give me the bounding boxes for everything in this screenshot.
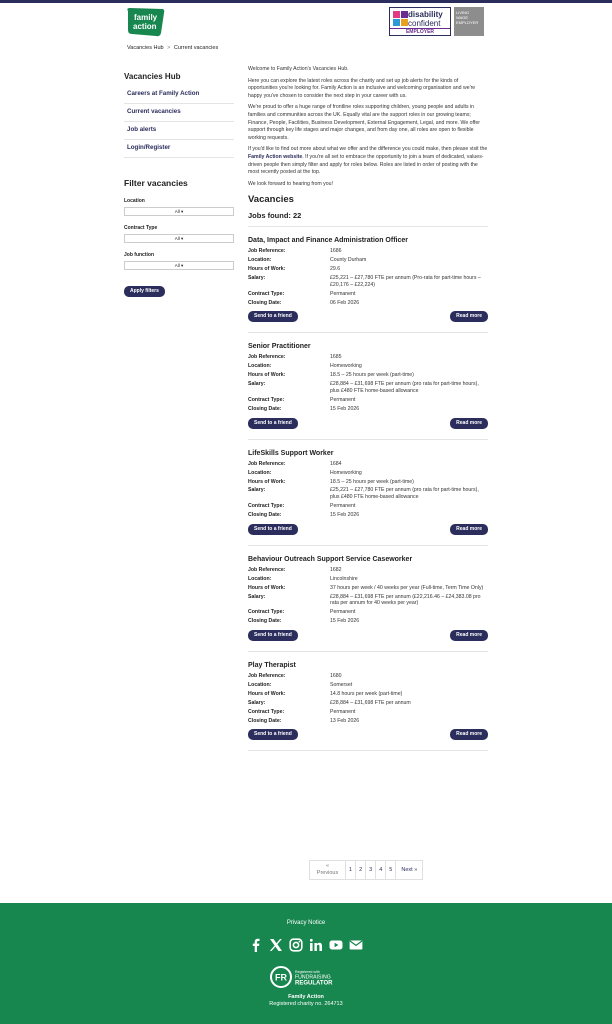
contract-type-select[interactable]	[124, 234, 234, 243]
job-title[interactable]: LifeSkills Support Worker	[248, 449, 334, 457]
job-list	[248, 237, 488, 751]
job-location-row	[248, 257, 488, 264]
prev-arrow-icon: «	[325, 863, 330, 869]
job-hours-value: 14.8 hours per week (part-time)	[330, 690, 403, 697]
footer	[0, 903, 612, 1024]
job-hours-value: 18.5 – 25 hours per week (part-time)	[330, 478, 414, 485]
badge-square-blue	[393, 19, 400, 26]
job-location-value: Lincolnshire	[330, 575, 358, 582]
job-closing-date-label: Closing Date:	[248, 512, 282, 519]
disability-confident-badge	[389, 7, 451, 36]
contract-select-value: All	[174, 236, 180, 241]
job-reference-row	[248, 461, 488, 468]
apply-filters-button[interactable]: Apply filters	[124, 286, 165, 297]
send-to-friend-button[interactable]: Send to a friend	[248, 311, 298, 322]
job-salary-value: £28,884 – £31,698 FTE per annum	[330, 699, 411, 706]
job-salary-value: £25,221 – £27,780 FTE per annum (pro rata for part-time hours), plus £480 FTE home-based allowance	[330, 487, 479, 501]
location-select-value: All	[174, 209, 180, 214]
send-to-friend-button[interactable]: Send to a friend	[248, 630, 298, 641]
job-reference-value: 1686	[330, 248, 342, 255]
job-reference-row	[248, 567, 488, 574]
job-closing-date-value: 06 Feb 2026	[330, 299, 360, 306]
intro-closing: We look forward to hearing from you!	[248, 180, 333, 187]
jobs-found-count: Jobs found: 22	[248, 211, 488, 227]
breadcrumb-current-vacancies: Current vacancies	[173, 45, 219, 51]
job-location-label: Location:	[248, 681, 272, 688]
youtube-icon[interactable]	[329, 938, 343, 952]
job-salary-value: £25,221 – £27,780 FTE per annum (Pro-rata for part-time hours – £20,176 – £22,224)	[330, 275, 481, 288]
pagination-page-3[interactable]: 3	[366, 861, 376, 879]
job-closing-date-row	[248, 512, 488, 519]
job-reference-value: 1682	[330, 566, 342, 573]
x-icon[interactable]	[269, 938, 283, 952]
job-contract-type-value: Permanent	[330, 396, 356, 403]
job-hours-value: 18.5 – 25 hours per week (part-time)	[330, 372, 414, 379]
sidebar-item-current-vacancies[interactable]: Current vacancies	[124, 104, 234, 122]
chevron-down-icon: ▾	[181, 209, 184, 214]
job-salary-label: Salary:	[248, 275, 266, 282]
job-reference-label: Job Reference:	[248, 248, 286, 255]
badge-dc-line1: disability	[408, 10, 443, 19]
job-closing-date-value: 15 Feb 2026	[330, 512, 360, 519]
job-salary-label: Salary:	[248, 593, 266, 600]
sidebar-item-careers[interactable]: Careers at Family Action	[124, 86, 234, 104]
job-function-select[interactable]	[124, 261, 234, 270]
job-salary-row	[248, 487, 488, 500]
intro-paragraph-more	[248, 146, 488, 176]
job-closing-date-row	[248, 406, 488, 413]
badge-square-pink	[393, 11, 400, 18]
location-label: Location	[124, 198, 145, 204]
job-reference-label: Job Reference:	[248, 354, 286, 361]
job-actions	[248, 311, 488, 322]
read-more-button[interactable]: Read more	[450, 311, 488, 322]
job-reference-value: 1685	[330, 354, 342, 361]
job-contract-type-label: Contract Type:	[248, 290, 285, 297]
pagination-page-5[interactable]: 5	[386, 861, 396, 879]
job-location-row	[248, 363, 488, 370]
job-contract-type-row	[248, 397, 488, 404]
top-accent-bar	[0, 0, 612, 3]
job-location-label: Location:	[248, 257, 272, 264]
vacancies-heading: Vacancies	[248, 194, 294, 206]
job-hours-label: Hours of Work:	[248, 584, 286, 591]
job-contract-type-label: Contract Type:	[248, 396, 285, 403]
linkedin-icon[interactable]	[309, 938, 323, 952]
job-card	[248, 662, 488, 752]
svg-text:Registered with: Registered with	[295, 970, 320, 974]
job-salary-label: Salary:	[248, 381, 266, 388]
social-links	[249, 938, 363, 954]
chevron-down-icon: ▾	[181, 263, 184, 268]
breadcrumb	[127, 45, 218, 51]
send-to-friend-button[interactable]: Send to a friend	[248, 524, 298, 535]
job-title[interactable]: Senior Practitioner	[248, 343, 311, 351]
job-closing-date-value: 15 Feb 2026	[330, 405, 360, 412]
contract-type-label: Contract Type	[124, 225, 158, 231]
intro-p4-start: If you'd like to find out more about what we offer and the difference you could make, then please visit the	[248, 146, 488, 153]
job-card	[248, 237, 488, 333]
main-content	[248, 66, 488, 751]
job-location-value: County Durham	[330, 257, 367, 264]
job-closing-date-row	[248, 300, 488, 307]
job-contract-type-label: Contract Type:	[248, 503, 285, 510]
job-contract-type-row	[248, 503, 488, 510]
job-salary-value: £28,884 – £31,698 FTE per annum (£22,216.46 – £24,383.08 pro rata per annum for 40 weeks per year)	[330, 593, 481, 607]
job-contract-type-label: Contract Type:	[248, 708, 285, 715]
logo-text-family: family	[134, 13, 158, 22]
job-contract-type-row	[248, 291, 488, 298]
job-closing-date-row	[248, 618, 488, 625]
job-closing-date-label: Closing Date:	[248, 717, 282, 724]
job-hours-row	[248, 372, 488, 379]
chevron-down-icon: ▾	[181, 236, 184, 241]
job-actions	[248, 418, 488, 429]
send-to-friend-button[interactable]: Send to a friend	[248, 418, 298, 429]
job-closing-date-label: Closing Date:	[248, 618, 282, 625]
job-closing-date-value: 15 Feb 2026	[330, 618, 360, 625]
job-actions	[248, 630, 488, 641]
job-title[interactable]: Play Therapist	[248, 661, 296, 669]
pagination	[309, 860, 423, 880]
job-hours-label: Hours of Work:	[248, 478, 286, 485]
job-card	[248, 343, 488, 439]
badge-square-orange	[401, 19, 408, 26]
job-hours-row	[248, 479, 488, 486]
intro-welcome: Welcome to Family Action's Vacancies Hub.	[248, 66, 349, 72]
sidebar-item-job-alerts[interactable]: Job alerts	[124, 122, 234, 140]
badge-dc-line3: EMPLOYER	[390, 28, 450, 35]
job-hours-row	[248, 585, 488, 592]
intro-paragraph-explore: Here you can explore the latest roles across the charity and set up job alerts for the kinds of opportunities you're looking for. Family Action is an inclusive and welcoming organisation and we're happy you've chosen to consider the next step in your career with us.	[248, 77, 476, 99]
job-contract-type-value: Permanent	[330, 503, 356, 510]
job-salary-row	[248, 594, 488, 607]
job-hours-value: 29.6	[330, 266, 341, 273]
sidebar-item-login-register[interactable]: Login/Register	[124, 140, 234, 158]
job-closing-date-value: 13 Feb 2026	[330, 717, 360, 724]
read-more-button[interactable]: Read more	[450, 729, 488, 740]
job-title[interactable]: Data, Impact and Finance Administration Officer	[248, 237, 408, 245]
family-action-website-link[interactable]: Family Action website	[248, 153, 303, 160]
instagram-icon[interactable]	[289, 938, 303, 952]
svg-text:FR: FR	[275, 972, 287, 983]
job-title[interactable]: Behaviour Outreach Support Service Caseworker	[248, 555, 413, 563]
job-hours-row	[248, 266, 488, 273]
read-more-button[interactable]: Read more	[450, 524, 488, 535]
job-closing-date-row	[248, 718, 488, 725]
job-contract-type-row	[248, 609, 488, 616]
job-reference-row	[248, 248, 488, 255]
job-reference-label: Job Reference:	[248, 460, 286, 467]
job-location-value: Somerset	[330, 681, 353, 688]
job-contract-type-value: Permanent	[330, 708, 356, 715]
privacy-notice-link[interactable]: Privacy Notice	[286, 920, 326, 926]
badge-dc-line2: confident	[408, 19, 441, 28]
job-location-row	[248, 576, 488, 583]
job-location-value: Homeworking	[330, 363, 362, 370]
job-location-label: Location:	[248, 469, 272, 476]
sidebar	[124, 72, 234, 297]
job-reference-row	[248, 354, 488, 361]
job-location-label: Location:	[248, 363, 272, 370]
breadcrumb-separator: >	[167, 45, 171, 51]
svg-text:FUNDRAISING: FUNDRAISING	[295, 974, 331, 981]
job-location-row	[248, 470, 488, 477]
job-hours-label: Hours of Work:	[248, 372, 286, 379]
pagination-page-4[interactable]: 4	[376, 861, 386, 879]
filter-heading: Filter vacancies	[124, 178, 188, 188]
job-card	[248, 556, 488, 652]
send-to-friend-button[interactable]: Send to a friend	[248, 729, 298, 740]
job-card	[248, 450, 488, 546]
job-salary-row	[248, 381, 488, 394]
job-hours-value: 37 hours per week / 40 weeks per year (Full-time, Term Time Only)	[330, 584, 484, 591]
job-actions	[248, 729, 488, 740]
footer-charity-number: Registered charity no. 264713	[269, 1001, 343, 1007]
job-hours-row	[248, 691, 488, 698]
sidebar-heading: Vacancies Hub	[124, 72, 181, 81]
job-location-label: Location:	[248, 575, 272, 582]
breadcrumb-vacancies-hub[interactable]: Vacancies Hub	[127, 45, 164, 51]
svg-text:REGULATOR: REGULATOR	[295, 980, 333, 987]
job-function-label: Job function	[124, 252, 154, 258]
footer-org-name: Family Action	[288, 994, 324, 1000]
job-closing-date-label: Closing Date:	[248, 299, 282, 306]
location-select[interactable]	[124, 207, 234, 216]
job-closing-date-label: Closing Date:	[248, 405, 282, 412]
pagination-next[interactable]: Next »	[401, 867, 418, 873]
family-action-logo[interactable]	[124, 7, 166, 39]
job-salary-row	[248, 275, 488, 288]
job-reference-row	[248, 673, 488, 680]
job-salary-row	[248, 700, 488, 707]
job-contract-type-value: Permanent	[330, 290, 356, 297]
badge-square-purple	[401, 11, 408, 18]
pagination-previous[interactable]	[310, 861, 346, 879]
job-location-value: Homeworking	[330, 469, 362, 476]
job-contract-type-row	[248, 709, 488, 716]
logo-text-action: action	[133, 22, 157, 31]
job-hours-label: Hours of Work:	[248, 266, 286, 273]
intro-p4-end: . If you're all set to embrace the opportunity to join a team of dedicated, values-driven people then simply filter and apply for roles below. Roles are listed in order of posting with the most recently posted at the top.	[248, 153, 484, 176]
read-more-button[interactable]: Read more	[450, 630, 488, 641]
job-hours-label: Hours of Work:	[248, 690, 286, 697]
job-contract-type-value: Permanent	[330, 609, 356, 616]
fundraising-regulator-logo[interactable]	[270, 965, 344, 989]
pagination-page-2[interactable]: 2	[356, 861, 366, 879]
job-reference-label: Job Reference:	[248, 566, 286, 573]
intro-paragraph-roles: We're proud to offer a huge range of frontline roles supporting children, young people and adults in families and communities across the UK. Equally vital are the support roles in our growing teams; Finance, People, Facilities, Business Development, External Engagement, Legal, and more. We offer support through key life stages and major changes, and from day one, all roles are open to flexible working requests.	[248, 104, 480, 141]
prev-label: Previous	[316, 870, 339, 876]
job-location-row	[248, 682, 488, 689]
job-reference-label: Job Reference:	[248, 672, 286, 679]
living-wage-badge: LIVING WAGE EMPLOYER	[454, 7, 484, 36]
function-select-value: All	[174, 263, 180, 268]
job-reference-value: 1680	[330, 672, 342, 679]
job-actions	[248, 524, 488, 535]
intro	[248, 66, 488, 188]
job-reference-value: 1684	[330, 460, 342, 467]
job-salary-label: Salary:	[248, 699, 266, 706]
job-salary-value: £28,884 – £31,698 FTE per annum (pro rata for part-time hours), plus £480 FTE home-based allowance	[330, 381, 479, 394]
job-contract-type-label: Contract Type:	[248, 609, 285, 616]
pagination-page-1[interactable]: 1	[346, 861, 356, 879]
job-salary-label: Salary:	[248, 487, 266, 494]
email-icon[interactable]	[349, 938, 363, 952]
facebook-icon[interactable]	[249, 938, 263, 952]
read-more-button[interactable]: Read more	[450, 418, 488, 429]
